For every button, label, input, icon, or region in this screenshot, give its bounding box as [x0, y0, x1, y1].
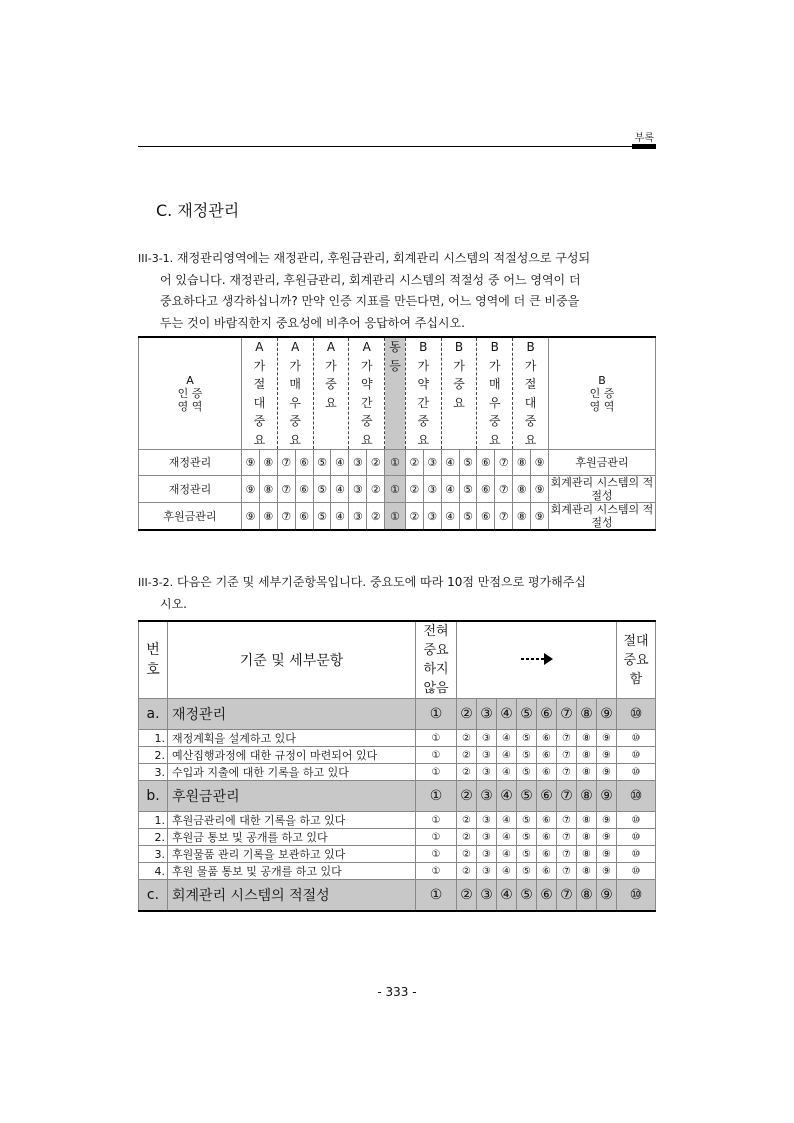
- rating-option[interactable]: ①: [416, 781, 457, 812]
- item-text: 수입과 지출에 대한 기록을 하고 있다: [168, 764, 416, 781]
- scale-header-char: 요: [524, 432, 537, 447]
- scale-header-char: 매: [489, 377, 501, 391]
- scale-header-char: [385, 375, 405, 394]
- scale-header-char: 요: [360, 432, 373, 447]
- criterion-item-row: [139, 747, 656, 764]
- scale-option[interactable]: ②: [367, 450, 385, 476]
- scale-header-char: 약: [360, 377, 373, 391]
- criterion-group-row: [139, 699, 656, 730]
- scale-option[interactable]: ④: [331, 476, 349, 503]
- scale-option[interactable]: ⑦: [495, 503, 513, 531]
- group-title: 후원금관리: [168, 781, 416, 812]
- compare-row: [139, 503, 656, 531]
- rating-option[interactable]: ⑨: [597, 812, 617, 829]
- scale-header-char: 등: [389, 358, 401, 373]
- running-head-label: 부록: [634, 133, 654, 144]
- scale-header-char: 중: [360, 414, 373, 428]
- item-number: 1.: [139, 812, 168, 829]
- rating-option[interactable]: ①: [416, 730, 457, 747]
- scale-header-a-important: [313, 337, 349, 450]
- scale-header-char: 가: [360, 358, 373, 373]
- scale-header-char: 절: [524, 377, 537, 391]
- rating-option[interactable]: ③: [477, 747, 497, 764]
- item-number: 3.: [139, 846, 168, 863]
- scale-header-a-absolute: [242, 337, 278, 450]
- rating-option[interactable]: ②: [457, 880, 477, 912]
- rating-option[interactable]: ⑨: [597, 699, 617, 730]
- scale-header-char: 가: [524, 358, 537, 373]
- running-head: [138, 128, 656, 147]
- rating-option[interactable]: ⑥: [537, 699, 557, 730]
- scale-header-char: 중: [417, 414, 430, 428]
- rating-option[interactable]: ⑩: [617, 699, 656, 730]
- left-area-header: A 인 증 영 역: [139, 337, 242, 450]
- rating-option[interactable]: ⑦: [557, 781, 577, 812]
- scale-header-a-slight: [349, 337, 385, 450]
- scale-header-char: 가: [325, 358, 337, 373]
- criterion-item-row: [139, 730, 656, 747]
- rating-option[interactable]: ②: [457, 781, 477, 812]
- scale-option[interactable]: ②: [367, 503, 385, 531]
- scale-header-char: 가: [289, 358, 301, 373]
- scale-header-char: B: [490, 340, 499, 354]
- item-number: 3.: [139, 764, 168, 781]
- group-title: 재정관리: [168, 699, 416, 730]
- rating-option[interactable]: ⑤: [517, 699, 537, 730]
- rating-option[interactable]: ⑥: [537, 781, 557, 812]
- scale-header-b-absolute: [513, 337, 549, 450]
- scale-header-char: 요: [453, 395, 465, 410]
- criterion-item-row: [139, 764, 656, 781]
- scale-option[interactable]: ③: [349, 503, 367, 531]
- running-head-bar: [632, 144, 656, 149]
- scale-header-char: 중: [289, 414, 301, 428]
- scale-option[interactable]: ⑨: [531, 476, 549, 503]
- scale-option[interactable]: ⑤: [313, 503, 331, 531]
- rating-option[interactable]: ⑥: [537, 747, 557, 764]
- scale-header-char: 약: [417, 377, 430, 391]
- scale-option[interactable]: ⑤: [459, 503, 477, 531]
- scale-option[interactable]: ⑧: [259, 476, 277, 503]
- rating-option[interactable]: ③: [477, 730, 497, 747]
- question-text-line: 두는 것이 바람직한지 중요성에 비추어 응답하여 주십시오.: [160, 315, 465, 330]
- scale-header-char: 요: [289, 432, 301, 447]
- rating-option[interactable]: ⑨: [597, 829, 617, 846]
- rating-option[interactable]: ⑥: [537, 829, 557, 846]
- scale-header-char: B: [526, 340, 535, 354]
- group-title: 회계관리 시스템의 적절성: [168, 880, 416, 912]
- rating-option[interactable]: ⑧: [577, 812, 597, 829]
- rating-option[interactable]: ①: [416, 747, 457, 764]
- rating-option[interactable]: ⑨: [597, 764, 617, 781]
- rating-option[interactable]: ⑩: [617, 829, 656, 846]
- arrow-right-icon: [517, 651, 557, 667]
- scale-option[interactable]: ⑦: [277, 503, 295, 531]
- rating-option[interactable]: ②: [457, 764, 477, 781]
- rating-option[interactable]: ①: [416, 880, 457, 912]
- scale-header-char: 중: [489, 414, 501, 428]
- rating-option[interactable]: ⑤: [517, 781, 537, 812]
- rating-option[interactable]: ④: [497, 764, 517, 781]
- rating-option[interactable]: ⑧: [577, 880, 597, 912]
- criterion-item-row: [139, 829, 656, 846]
- scale-header-char: 간: [360, 395, 373, 410]
- item-text: 후원금관리에 대한 기록을 하고 있다: [168, 812, 416, 829]
- left-area-label: 후원금관리: [139, 503, 242, 531]
- rating-option[interactable]: ⑨: [597, 880, 617, 912]
- rating-option[interactable]: ②: [457, 747, 477, 764]
- scale-header-char: 대: [524, 395, 537, 410]
- header-number: 번 호: [139, 621, 168, 699]
- scale-option[interactable]: ⑧: [513, 476, 531, 503]
- scale-option[interactable]: ②: [367, 476, 385, 503]
- scale-option[interactable]: ③: [349, 450, 367, 476]
- rating-option[interactable]: ⑨: [597, 730, 617, 747]
- criterion-item-row: [139, 846, 656, 863]
- rating-option[interactable]: ⑤: [517, 829, 537, 846]
- item-number: 4.: [139, 863, 168, 880]
- rating-table: [138, 620, 656, 912]
- scale-option[interactable]: ⑨: [531, 503, 549, 531]
- scale-header-char: 중: [325, 377, 337, 391]
- rating-option[interactable]: ⑩: [617, 863, 656, 880]
- rating-option[interactable]: ⑨: [597, 863, 617, 880]
- scale-header-char: 우: [489, 395, 501, 410]
- scale-header-char: 요: [325, 395, 337, 410]
- rating-option[interactable]: ⑨: [597, 747, 617, 764]
- scale-header-char: A: [291, 340, 300, 354]
- compare-row: [139, 450, 656, 476]
- scale-option[interactable]: ⑥: [295, 476, 313, 503]
- rating-option[interactable]: ⑧: [577, 764, 597, 781]
- question-text-line: 시오.: [160, 596, 187, 611]
- rating-option[interactable]: ⑦: [557, 846, 577, 863]
- scale-option[interactable]: ⑤: [313, 476, 331, 503]
- scale-header-char: A: [326, 340, 336, 354]
- scale-header-equal: [385, 337, 406, 450]
- rating-option[interactable]: ⑤: [517, 863, 537, 880]
- scale-header-char: A: [362, 340, 371, 354]
- rating-option[interactable]: ⑥: [537, 730, 557, 747]
- scale-option[interactable]: ⑥: [477, 503, 495, 531]
- scale-header-char: 요: [253, 432, 266, 447]
- rating-option[interactable]: ⑤: [517, 880, 537, 912]
- scale-header-char: [314, 431, 349, 450]
- scale-option[interactable]: ⑦: [277, 476, 295, 503]
- header-absolutely-important: 절대 중요 함: [617, 621, 656, 699]
- scale-header-char: B: [454, 340, 464, 354]
- scale-option[interactable]: ④: [441, 450, 459, 476]
- scale-header-char: 가: [453, 358, 465, 373]
- scale-header-char: 동: [389, 340, 401, 354]
- scale-option[interactable]: ①: [385, 476, 406, 503]
- criterion-group-row: [139, 880, 656, 912]
- rating-option[interactable]: ⑧: [577, 829, 597, 846]
- criterion-item-row: [139, 863, 656, 880]
- rating-option[interactable]: ②: [457, 730, 477, 747]
- left-area-label: 재정관리: [139, 450, 242, 476]
- scale-header-char: [314, 412, 349, 431]
- scale-header-char: 가: [253, 358, 266, 373]
- rating-option[interactable]: ⑤: [517, 812, 537, 829]
- rating-option[interactable]: ⑩: [617, 730, 656, 747]
- rating-option[interactable]: ⑨: [597, 846, 617, 863]
- scale-header-char: [385, 394, 405, 413]
- group-label: a.: [139, 699, 168, 730]
- scale-header-char: 요: [417, 432, 430, 447]
- scale-option[interactable]: ④: [331, 450, 349, 476]
- rating-option[interactable]: ⑥: [537, 764, 557, 781]
- scale-option[interactable]: ④: [441, 476, 459, 503]
- question-text-first: 다음은 기준 및 세부기준항목입니다. 중요도에 따라 10점 만점으로 평가해주십: [177, 575, 586, 589]
- header-not-important: 전혀 중요 하지 않음: [416, 621, 457, 699]
- left-area-label: 재정관리: [139, 476, 242, 503]
- scale-header-char: 가: [417, 358, 430, 373]
- rating-option[interactable]: ⑧: [577, 781, 597, 812]
- rating-option[interactable]: ②: [457, 846, 477, 863]
- rating-option[interactable]: ⑧: [577, 699, 597, 730]
- rating-option[interactable]: ⑧: [577, 863, 597, 880]
- rating-option[interactable]: ④: [497, 812, 517, 829]
- rating-option[interactable]: ③: [477, 863, 497, 880]
- rating-option[interactable]: ⑩: [617, 812, 656, 829]
- rating-option[interactable]: ⑧: [577, 747, 597, 764]
- rating-option[interactable]: ⑦: [557, 829, 577, 846]
- rating-option[interactable]: ④: [497, 846, 517, 863]
- rating-option[interactable]: ⑧: [577, 730, 597, 747]
- scale-option[interactable]: ①: [385, 503, 406, 531]
- group-label: b.: [139, 781, 168, 812]
- rating-option[interactable]: ②: [457, 699, 477, 730]
- pairwise-comparison-table: [138, 336, 656, 531]
- item-text: 후원물품 관리 기록을 보관하고 있다: [168, 846, 416, 863]
- scale-header-char: 우: [289, 395, 301, 410]
- scale-option[interactable]: ④: [441, 503, 459, 531]
- scale-option[interactable]: ②: [405, 503, 423, 531]
- question-3-2: [138, 572, 656, 615]
- rating-option[interactable]: ④: [497, 781, 517, 812]
- scale-option[interactable]: ⑦: [495, 450, 513, 476]
- scale-option[interactable]: ⑨: [242, 503, 260, 531]
- scale-header-char: 대: [253, 395, 266, 410]
- rating-option[interactable]: ①: [416, 812, 457, 829]
- rating-option[interactable]: ③: [477, 829, 497, 846]
- rating-option[interactable]: ②: [457, 863, 477, 880]
- scale-header-b-very: [477, 337, 513, 450]
- scale-option[interactable]: ③: [423, 476, 441, 503]
- scale-arrow: [457, 621, 617, 699]
- item-text: 후원금 통보 및 공개를 하고 있다: [168, 829, 416, 846]
- scale-option[interactable]: ⑨: [242, 476, 260, 503]
- scale-header-char: [385, 431, 405, 450]
- scale-header-b-slight: [405, 337, 441, 450]
- rating-option[interactable]: ①: [416, 829, 457, 846]
- rating-option[interactable]: ④: [497, 829, 517, 846]
- scale-header-char: 중: [524, 414, 537, 428]
- compare-row: [139, 476, 656, 503]
- rating-option[interactable]: ⑦: [557, 863, 577, 880]
- question-3-1: [138, 248, 656, 334]
- scale-header-char: [442, 412, 477, 431]
- item-number: 1.: [139, 730, 168, 747]
- question-number: III-3-1.: [138, 252, 174, 265]
- rating-option[interactable]: ③: [477, 812, 497, 829]
- rating-option[interactable]: ⑤: [517, 747, 537, 764]
- rating-option[interactable]: ⑩: [617, 781, 656, 812]
- rating-option[interactable]: ⑤: [517, 764, 537, 781]
- scale-option[interactable]: ①: [385, 450, 406, 476]
- scale-option[interactable]: ④: [331, 503, 349, 531]
- group-label: c.: [139, 880, 168, 912]
- rating-option[interactable]: ②: [457, 812, 477, 829]
- rating-option[interactable]: ⑥: [537, 863, 557, 880]
- scale-header-char: 절: [253, 377, 266, 391]
- scale-header-char: 매: [289, 377, 301, 391]
- scale-option[interactable]: ⑥: [477, 476, 495, 503]
- compare-header-row: [139, 337, 656, 450]
- rating-option[interactable]: ⑩: [617, 764, 656, 781]
- question-text-line: 어 있습니다. 재정관리, 후원금관리, 회계관리 시스템의 적절성 중 어느 영역이 더: [160, 272, 581, 287]
- rating-option[interactable]: ③: [477, 880, 497, 912]
- rating-option[interactable]: ④: [497, 880, 517, 912]
- rating-option[interactable]: ⑩: [617, 846, 656, 863]
- question-text-line: 중요하다고 생각하십니까? 만약 인증 지표를 만든다면, 어느 영역에 더 큰 비중을: [160, 294, 580, 308]
- rating-option[interactable]: ①: [416, 699, 457, 730]
- section-title: C. 재정관리: [156, 201, 240, 220]
- scale-header-b-important: [441, 337, 477, 450]
- scale-option[interactable]: ⑤: [459, 450, 477, 476]
- rating-option[interactable]: ⑦: [557, 812, 577, 829]
- scale-option[interactable]: ②: [405, 476, 423, 503]
- rating-option[interactable]: ⑨: [597, 781, 617, 812]
- scale-option[interactable]: ⑧: [513, 503, 531, 531]
- scale-header-char: [385, 412, 405, 431]
- question-text-first: 재정관리영역에는 재정관리, 후원금관리, 회계관리 시스템의 적절성으로 구성되: [177, 251, 591, 265]
- scale-header-char: 중: [453, 377, 465, 391]
- rating-option[interactable]: ⑦: [557, 747, 577, 764]
- rating-option[interactable]: ④: [497, 863, 517, 880]
- item-number: 2.: [139, 829, 168, 846]
- scale-option[interactable]: ⑨: [242, 450, 260, 476]
- scale-header-char: A: [255, 340, 264, 354]
- scale-option[interactable]: ⑧: [259, 450, 277, 476]
- rating-option[interactable]: ⑥: [537, 846, 557, 863]
- scale-option[interactable]: ③: [423, 503, 441, 531]
- right-area-label: 회계관리 시스템의 적절성: [549, 503, 656, 531]
- rating-option[interactable]: ②: [457, 829, 477, 846]
- scale-header-a-very: [277, 337, 313, 450]
- rating-option[interactable]: ①: [416, 764, 457, 781]
- rating-option[interactable]: ⑩: [617, 747, 656, 764]
- rating-option[interactable]: ④: [497, 730, 517, 747]
- criterion-group-row: [139, 781, 656, 812]
- scale-option[interactable]: ⑨: [531, 450, 549, 476]
- scale-option[interactable]: ③: [349, 476, 367, 503]
- rating-option[interactable]: ④: [497, 699, 517, 730]
- item-text: 재정계획을 설계하고 있다: [168, 730, 416, 747]
- rating-option[interactable]: ⑥: [537, 812, 557, 829]
- rating-option[interactable]: ⑩: [617, 880, 656, 912]
- rating-option[interactable]: ①: [416, 863, 457, 880]
- scale-header-char: [442, 431, 477, 450]
- scale-option[interactable]: ⑦: [495, 476, 513, 503]
- right-area-label: 후원금관리: [549, 450, 656, 476]
- scale-option[interactable]: ⑧: [513, 450, 531, 476]
- rating-option[interactable]: ③: [477, 764, 497, 781]
- rating-option[interactable]: ⑦: [557, 730, 577, 747]
- rating-option[interactable]: ③: [477, 846, 497, 863]
- rating-option[interactable]: ⑦: [557, 764, 577, 781]
- scale-header-char: 가: [489, 358, 501, 373]
- rating-option[interactable]: ③: [477, 781, 497, 812]
- scale-option[interactable]: ⑧: [259, 503, 277, 531]
- scale-header-char: B: [419, 340, 428, 354]
- scale-option[interactable]: ⑤: [459, 476, 477, 503]
- rating-option[interactable]: ⑤: [517, 846, 537, 863]
- header-item: 기준 및 세부문항: [168, 621, 416, 699]
- rating-option[interactable]: ⑥: [537, 880, 557, 912]
- scale-option[interactable]: ⑥: [477, 450, 495, 476]
- rating-header-row: [139, 621, 656, 699]
- scale-option[interactable]: ②: [405, 450, 423, 476]
- scale-header-char: 간: [417, 395, 430, 410]
- item-text: 예산집행과정에 대한 규정이 마련되어 있다: [168, 747, 416, 764]
- rating-option[interactable]: ⑦: [557, 699, 577, 730]
- item-number: 2.: [139, 747, 168, 764]
- scale-option[interactable]: ③: [423, 450, 441, 476]
- scale-option[interactable]: ⑤: [313, 450, 331, 476]
- rating-option[interactable]: ⑦: [557, 880, 577, 912]
- rating-option[interactable]: ⑧: [577, 846, 597, 863]
- criterion-item-row: [139, 812, 656, 829]
- rating-option[interactable]: ③: [477, 699, 497, 730]
- rating-option[interactable]: ④: [497, 747, 517, 764]
- rating-option[interactable]: ⑤: [517, 730, 537, 747]
- scale-option[interactable]: ⑥: [295, 503, 313, 531]
- scale-option[interactable]: ⑦: [277, 450, 295, 476]
- scale-header-char: 요: [489, 432, 501, 447]
- scale-header-char: 중: [253, 414, 266, 428]
- scale-option[interactable]: ⑥: [295, 450, 313, 476]
- right-area-header: B 인 증 영 역: [549, 337, 656, 450]
- page-number: - 333 -: [377, 985, 417, 999]
- item-text: 후원 물품 통보 및 공개를 하고 있다: [168, 863, 416, 880]
- question-number: III-3-2.: [138, 576, 174, 589]
- rating-option[interactable]: ①: [416, 846, 457, 863]
- right-area-label: 회계관리 시스템의 적절성: [549, 476, 656, 503]
